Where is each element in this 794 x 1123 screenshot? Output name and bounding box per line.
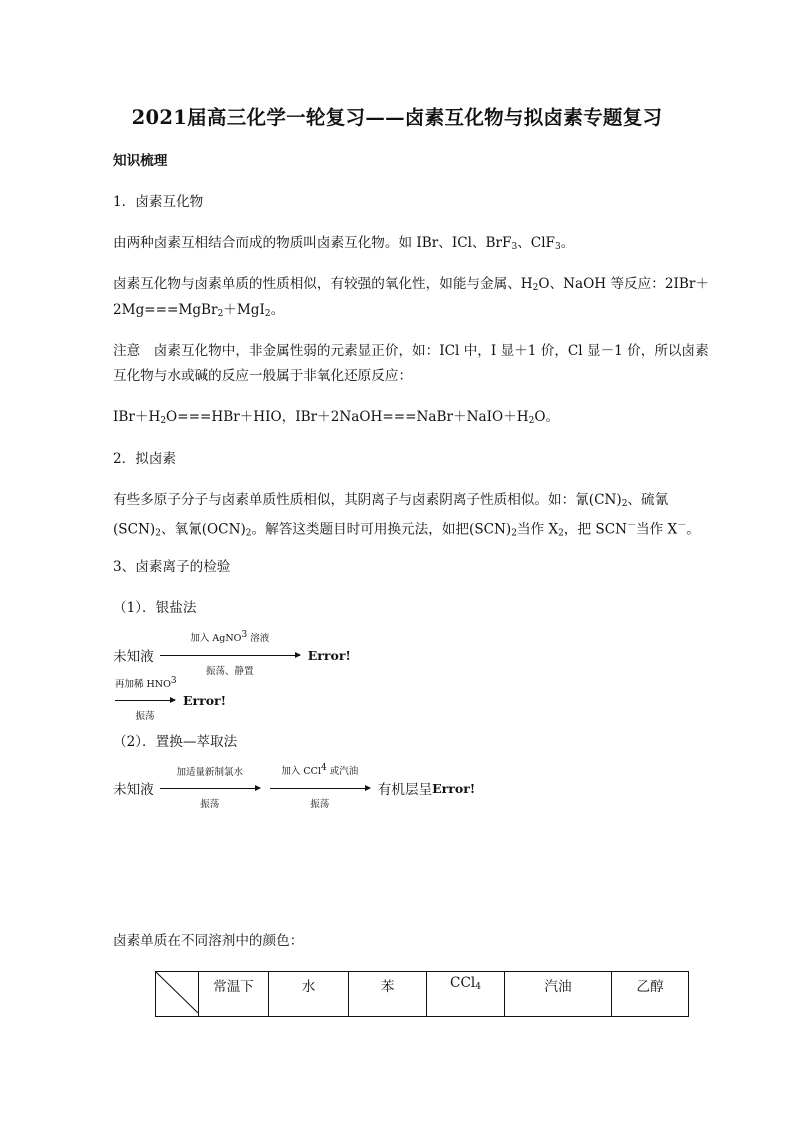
method-2-heading: （2）．置换—萃取法 xyxy=(113,734,238,750)
s1-heading: 1．卤素互化物 xyxy=(113,194,204,210)
s1-note-line-1: 注意 卤素互化物中，非金属性弱的元素显正价，如：ICl 中，I 显＋1 价，Cl 显－1 价，所以卤素 xyxy=(113,343,709,359)
s2-heading: 2．拟卤素 xyxy=(113,451,177,467)
method-1-flow-2 xyxy=(113,675,227,722)
s2-line-2: $(SCN)_2$、氧氰$(OCN)_2$。解答这类题目时可用换元法，如把$(SCN)_2$当作 $X_2$，把 SCN－当作 X－。 xyxy=(113,521,700,539)
error-result: Error! xyxy=(307,647,351,663)
organic-layer-result-label: 有机层呈 xyxy=(377,782,433,798)
halogen-color-table xyxy=(155,971,689,1017)
s1-note-line-2: 互化物与水或碱的反应一般属于非氧化还原反应： xyxy=(113,368,413,384)
method-1-heading: （1）．银盐法 xyxy=(113,600,197,616)
error-result: Error! xyxy=(432,780,476,796)
s1-paragraph-1: 由两种卤素互相结合而成的物质叫卤素互化物。如 IBr、ICl、BrF$_3$、ClF$_3$。 xyxy=(113,235,575,252)
s1-paragraph-2-line-1: 卤素互化物与卤素单质的性质相似，有较强的氧化性，如能与金属、$H_2O$、NaOH 等反应：2IBr＋ xyxy=(113,276,709,293)
unknown-solution-label: 未知液 xyxy=(113,649,154,665)
method-2-flow xyxy=(113,763,476,810)
document-title: 2021届高三化学一轮复习——卤素互化物与拟卤素专题复习 xyxy=(131,106,663,129)
method-1-flow-1 xyxy=(113,630,351,677)
diagonal-line-icon xyxy=(156,972,198,1013)
table-row xyxy=(156,972,689,1017)
table-header-cell: CCl$_4$ xyxy=(427,972,505,1017)
table-header-cell: 乙醇 xyxy=(612,972,689,1017)
reaction-arrow: 加适量新制氯水 振荡 xyxy=(160,788,260,789)
diagonal-header-cell xyxy=(156,972,199,1017)
reaction-arrow: 加入 AgNO$^3$ 溶液 振荡、静置 xyxy=(160,655,300,656)
s3-heading: 3、卤素离子的检验 xyxy=(113,559,231,575)
section-heading: 知识梳理 xyxy=(113,153,168,169)
error-result: Error! xyxy=(183,693,227,708)
reaction-arrow: 加入 CCl$^4$ 或汽油 振荡 xyxy=(270,788,370,789)
table-header-cell: 常温下 xyxy=(199,972,269,1017)
unknown-solution-label: 未知液 xyxy=(113,782,154,798)
table-header-cell: 苯 xyxy=(349,972,427,1017)
reaction-arrow: 再加稀 HNO$^3$ 振荡 xyxy=(115,675,177,722)
s1-paragraph-2-line-2: 2Mg===MgBr$_2$＋MgI$_2$。 xyxy=(113,302,285,319)
table-header-cell: 汽油 xyxy=(505,972,612,1017)
s1-equation: $IBr+H_2O===HBr+HIO$，$IBr+2NaOH===NaBr+NaIO+H_2O$。 xyxy=(113,409,560,426)
s2-line-1: 有些多原子分子与卤素单质性质相似，其阴离子与卤素阴离子性质相似。如：氰$(CN)_2$、硫氰 xyxy=(113,492,669,509)
table-header-cell: 水 xyxy=(269,972,349,1017)
table-caption: 卤素单质在不同溶剂中的颜色： xyxy=(113,933,304,949)
